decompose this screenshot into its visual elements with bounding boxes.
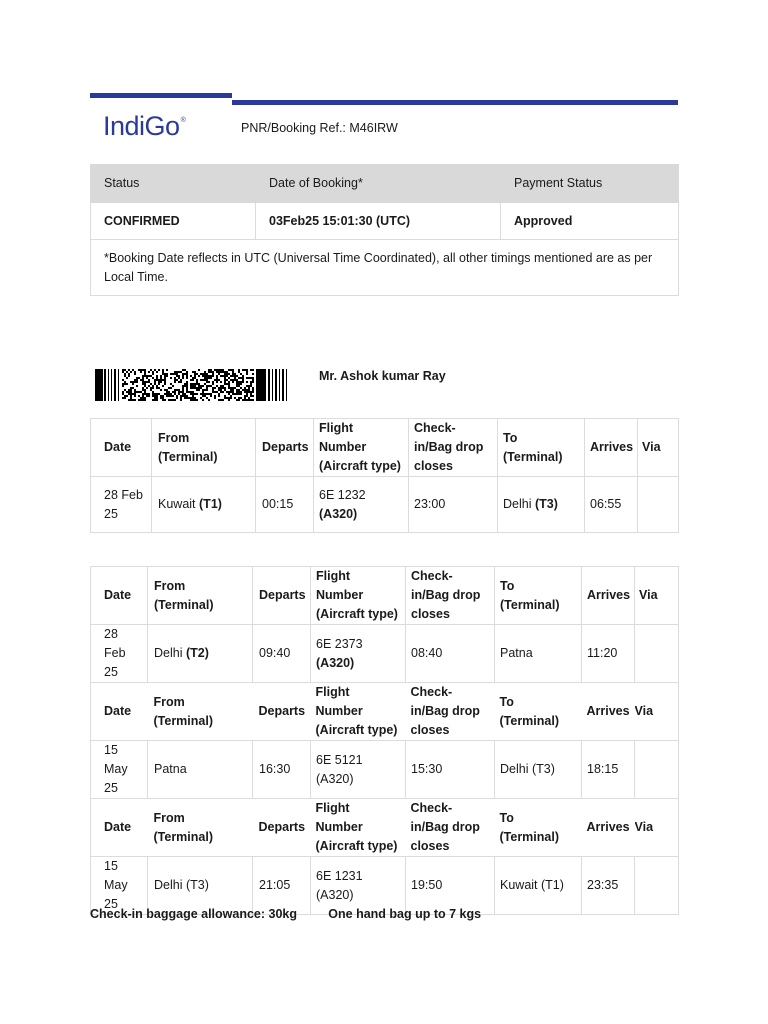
flight-number: 6E 1232 (A320) <box>314 477 409 533</box>
flight-row <box>91 625 679 683</box>
col-to: To (Terminal) <box>495 799 582 857</box>
col-departs: Departs <box>256 419 314 477</box>
flight-date: 15 May 25 <box>91 741 148 799</box>
header-accent-bar-left <box>90 93 232 98</box>
col-to: To (Terminal) <box>495 683 582 741</box>
col-checkin-closes: Check-in/Bag drop closes <box>406 799 495 857</box>
status-header: Status <box>91 165 256 203</box>
flight-date: 28 Feb 25 <box>91 625 148 683</box>
col-via: Via <box>635 799 679 857</box>
col-departs: Departs <box>253 683 311 741</box>
booking-date-note: *Booking Date reflects in UTC (Universal Time Coordinated), all other timings mentioned are as per Local Time. <box>91 240 679 296</box>
flight-header-row <box>91 419 679 477</box>
flight-arrives: 11:20 <box>582 625 635 683</box>
flight-arrives: 18:15 <box>582 741 635 799</box>
flight-to: Patna <box>495 625 582 683</box>
col-date: Date <box>91 799 148 857</box>
date-of-booking-value: 03Feb25 15:01:30 (UTC) <box>256 203 501 240</box>
col-to: To (Terminal) <box>495 567 582 625</box>
col-departs: Departs <box>253 799 311 857</box>
passenger-name: Mr. Ashok kumar Ray <box>319 369 446 383</box>
col-to: To (Terminal) <box>498 419 585 477</box>
col-departs: Departs <box>253 567 311 625</box>
payment-status-header: Payment Status <box>501 165 679 203</box>
col-from: From (Terminal) <box>148 683 253 741</box>
flight-via <box>635 857 679 915</box>
flight-header-row <box>91 567 679 625</box>
flight-checkin-closes: 23:00 <box>409 477 498 533</box>
flight-number: 6E 5121 (A320) <box>311 741 406 799</box>
col-flight-number: Flight Number (Aircraft type) <box>311 567 406 625</box>
flight-row <box>91 477 679 533</box>
flight-row <box>91 741 679 799</box>
status-value: CONFIRMED <box>91 203 256 240</box>
flight-to: Delhi (T3) <box>498 477 585 533</box>
flight-header-row <box>91 799 679 857</box>
flight-checkin-closes: 15:30 <box>406 741 495 799</box>
status-header-row <box>91 165 679 203</box>
col-checkin-closes: Check-in/Bag drop closes <box>406 567 495 625</box>
col-flight-number: Flight Number (Aircraft type) <box>311 799 406 857</box>
payment-status-value: Approved <box>501 203 679 240</box>
col-from: From (Terminal) <box>152 419 256 477</box>
col-arrives: Arrives <box>582 567 635 625</box>
flight-departs: 21:05 <box>253 857 311 915</box>
col-date: Date <box>91 683 148 741</box>
col-arrives: Arrives <box>582 683 635 741</box>
col-flight-number: Flight Number (Aircraft type) <box>311 683 406 741</box>
flight-to: Kuwait (T1) <box>495 857 582 915</box>
flight-arrives: 23:35 <box>582 857 635 915</box>
flight-from: Patna <box>148 741 253 799</box>
col-via: Via <box>635 683 679 741</box>
header-accent-bar-right <box>232 100 678 105</box>
date-of-booking-header: Date of Booking* <box>256 165 501 203</box>
flight-date: 15 May 25 <box>91 857 148 915</box>
status-values-row <box>91 203 679 240</box>
col-from: From (Terminal) <box>148 567 253 625</box>
pnr-booking-ref: PNR/Booking Ref.: M46IRW <box>241 121 398 135</box>
flight-from: Kuwait (T1) <box>152 477 256 533</box>
indigo-logo: IndiGo® <box>103 111 186 141</box>
col-via: Via <box>635 567 679 625</box>
hand-baggage: One hand bag up to 7 kgs <box>328 907 482 921</box>
col-via: Via <box>638 419 679 477</box>
flight-number: 6E 2373 (A320) <box>311 625 406 683</box>
boarding-barcode <box>95 369 290 401</box>
flight-table-return <box>90 566 679 915</box>
baggage-allowance <box>90 907 481 921</box>
col-from: From (Terminal) <box>148 799 253 857</box>
flight-from: Delhi (T2) <box>148 625 253 683</box>
col-checkin-closes: Check-in/Bag drop closes <box>406 683 495 741</box>
flight-departs: 00:15 <box>256 477 314 533</box>
flight-from: Delhi (T3) <box>148 857 253 915</box>
col-flight-number: Flight Number (Aircraft type) <box>314 419 409 477</box>
col-arrives: Arrives <box>582 799 635 857</box>
col-date: Date <box>91 419 152 477</box>
col-date: Date <box>91 567 148 625</box>
col-checkin-closes: Check-in/Bag drop closes <box>409 419 498 477</box>
flight-table-outbound <box>90 418 679 533</box>
flight-row <box>91 857 679 915</box>
flight-via <box>635 741 679 799</box>
flight-to: Delhi (T3) <box>495 741 582 799</box>
flight-date: 28 Feb 25 <box>91 477 152 533</box>
flight-departs: 16:30 <box>253 741 311 799</box>
checkin-baggage: Check-in baggage allowance: 30kg <box>90 907 298 921</box>
flight-checkin-closes: 19:50 <box>406 857 495 915</box>
flight-departs: 09:40 <box>253 625 311 683</box>
flight-arrives: 06:55 <box>585 477 638 533</box>
flight-number: 6E 1231 (A320) <box>311 857 406 915</box>
booking-status-table <box>90 164 679 296</box>
flight-header-row <box>91 683 679 741</box>
flight-checkin-closes: 08:40 <box>406 625 495 683</box>
booking-note-row <box>91 240 679 296</box>
flight-via <box>638 477 679 533</box>
col-arrives: Arrives <box>585 419 638 477</box>
flight-via <box>635 625 679 683</box>
